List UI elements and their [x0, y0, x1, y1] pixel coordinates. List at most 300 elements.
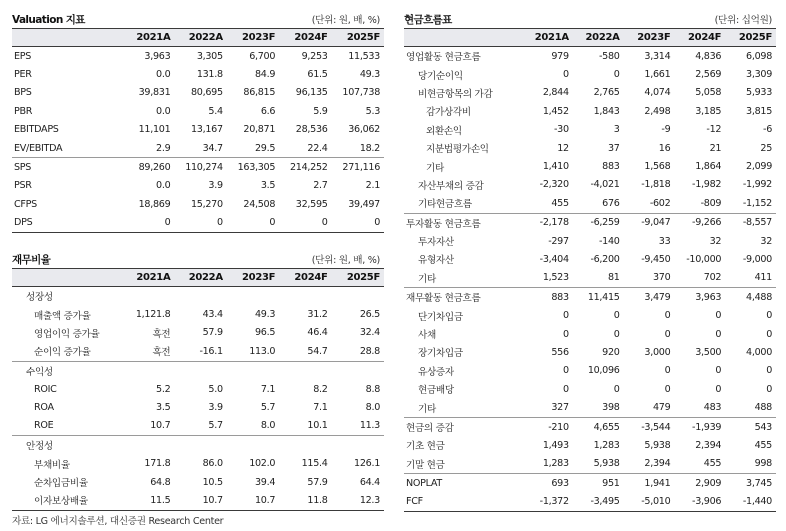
value-cell: 0	[766, 310, 772, 322]
value-cell: 2,099	[746, 161, 772, 173]
row-label: 기타	[418, 403, 436, 415]
value-cell: 15,270	[191, 198, 223, 210]
table-row	[12, 102, 384, 120]
valuation-header-row	[12, 29, 384, 47]
value-cell: 49.3	[255, 309, 276, 321]
value-cell: 3,185	[695, 105, 722, 117]
value-cell: 96.5	[255, 327, 276, 339]
value-cell: 883	[602, 161, 620, 173]
value-cell: 10.5	[202, 476, 223, 488]
value-cell: 1,523	[542, 272, 569, 284]
value-cell: 3,309	[746, 69, 772, 81]
value-cell: 3.5	[260, 180, 276, 192]
table-row	[404, 417, 776, 436]
value-cell: -6,259	[573, 213, 624, 232]
row-label: EV/EBITDA	[14, 142, 63, 154]
table-row	[404, 194, 776, 213]
row-label: 투자자산	[418, 237, 454, 249]
header-year: 2023F	[242, 32, 276, 43]
value-cell: 8.2	[313, 383, 328, 395]
row-label: 기타	[418, 273, 436, 285]
value-cell: 3.9	[208, 402, 223, 414]
row-label: 영업이익 증가율	[34, 328, 100, 340]
row-label: SPS	[12, 158, 122, 177]
value-cell: -1,818	[641, 179, 671, 191]
value-cell: 22.4	[307, 142, 328, 154]
value-cell: 11,533	[348, 50, 380, 62]
value-cell: 998	[754, 458, 772, 470]
table-row	[12, 361, 384, 380]
header-year: 2022A	[585, 32, 620, 43]
value-cell: 32	[760, 235, 772, 247]
value-cell: 13,167	[191, 124, 223, 136]
table-row	[404, 398, 776, 417]
value-cell: 34.7	[202, 142, 223, 154]
table-row	[404, 473, 776, 492]
cashflow-body	[404, 47, 776, 512]
value-cell: 131.8	[196, 69, 223, 81]
value-cell: 1,452	[542, 105, 569, 117]
value-cell: 0.0	[156, 180, 171, 192]
value-cell: 10,096	[587, 365, 620, 377]
value-cell: 327	[551, 402, 569, 414]
value-cell: 5.7	[260, 402, 276, 414]
table-row	[404, 213, 776, 232]
row-label: 비현금항목의 가감	[418, 88, 493, 100]
value-cell: -30	[554, 124, 569, 136]
value-cell: 3,000	[644, 346, 671, 358]
valuation-title: Valuation 지표	[12, 14, 85, 26]
value-cell: -602	[649, 197, 671, 209]
value-cell: 3,815	[746, 105, 772, 117]
table-row	[12, 455, 384, 473]
table-row	[12, 491, 384, 510]
value-cell	[279, 287, 331, 306]
value-cell: 1,843	[593, 105, 620, 117]
ratio-header-row	[12, 269, 384, 287]
header-year: 2025F	[738, 32, 772, 43]
value-cell: 5.0	[208, 383, 223, 395]
table-row	[404, 436, 776, 454]
value-cell: -3,404	[539, 253, 569, 265]
table-row	[12, 139, 384, 158]
value-cell: 37	[607, 142, 620, 154]
row-label: EBITDAPS	[14, 124, 59, 136]
value-cell: 11,415	[573, 288, 624, 307]
valuation-body	[12, 47, 384, 233]
value-cell: 0	[766, 365, 772, 377]
value-cell: 2,569	[695, 69, 722, 81]
row-label: 지분법평가손익	[426, 144, 489, 156]
value-cell: 4,488	[725, 288, 776, 307]
value-cell: -1,152	[742, 197, 772, 209]
value-cell: 5,933	[746, 87, 772, 99]
value-cell: -580	[599, 50, 620, 62]
table-row	[12, 473, 384, 491]
value-cell: 20,871	[243, 124, 276, 136]
value-cell: 39.4	[255, 476, 276, 488]
row-label: 사채	[418, 330, 436, 342]
value-cell: -9	[661, 124, 671, 136]
row-label: 현금의 증감	[404, 417, 522, 436]
row-label: 투자활동 현금흐름	[404, 213, 522, 232]
row-label: FCF	[404, 492, 522, 511]
row-label: 감가상각비	[426, 107, 471, 119]
value-cell: 3,305	[196, 50, 223, 62]
value-cell: -1,440	[725, 492, 776, 511]
value-cell: 10.7	[174, 491, 226, 510]
value-cell: 1,864	[695, 161, 722, 173]
row-label: 단기차입금	[418, 311, 463, 323]
ratio-title: 재무비율	[12, 254, 51, 266]
value-cell: -9,047	[624, 213, 675, 232]
value-cell: 12.3	[332, 491, 384, 510]
cashflow-title: 현금흐름표	[404, 14, 452, 26]
table-row	[404, 65, 776, 83]
cashflow-header	[404, 8, 776, 28]
value-cell: 126.1	[354, 458, 380, 470]
value-cell: 96,135	[295, 87, 328, 99]
value-cell: 2,844	[542, 87, 569, 99]
header-label-cell	[12, 29, 122, 47]
value-cell: 28.8	[359, 345, 380, 357]
table-row	[12, 65, 384, 83]
table-row	[404, 269, 776, 288]
value-cell: -2,178	[522, 213, 573, 232]
table-row	[404, 250, 776, 268]
table-row	[404, 288, 776, 307]
value-cell: 5,058	[695, 87, 722, 99]
value-cell: 1,941	[624, 473, 675, 492]
value-cell: 2.9	[156, 142, 171, 154]
row-label: EPS	[14, 50, 32, 62]
value-cell: 0	[562, 365, 569, 377]
value-cell: 10.7	[227, 491, 279, 510]
table-row	[404, 84, 776, 102]
value-cell: 455	[754, 439, 772, 451]
value-cell: 102.0	[249, 458, 276, 470]
value-cell: 2,909	[674, 473, 725, 492]
value-cell: -3,544	[624, 417, 675, 436]
value-cell: -2,320	[539, 179, 569, 191]
row-label: PSR	[14, 180, 32, 192]
value-cell	[122, 287, 174, 306]
table-row	[404, 380, 776, 398]
table-row	[12, 380, 384, 398]
row-label: 순차입금비율	[34, 478, 88, 490]
value-cell: 33	[658, 235, 671, 247]
value-cell: 455	[551, 197, 569, 209]
value-cell: -140	[599, 235, 620, 247]
value-cell	[332, 287, 384, 306]
header-year: 2022A	[188, 32, 223, 43]
value-cell: 0	[562, 328, 569, 340]
value-cell: -1,982	[692, 179, 722, 191]
row-label: CFPS	[14, 198, 37, 210]
value-cell: 흑전	[152, 328, 171, 340]
value-cell: 0	[715, 328, 722, 340]
value-cell: 0	[715, 383, 722, 395]
header-year: 2024F	[688, 32, 722, 43]
value-cell: 25	[760, 142, 772, 154]
value-cell: 920	[602, 346, 620, 358]
value-cell: 1,121.8	[135, 309, 171, 321]
value-cell: 9,253	[301, 50, 328, 62]
value-cell: 16	[658, 142, 671, 154]
row-label: 안정성	[12, 436, 122, 455]
value-cell: -16.1	[199, 345, 223, 357]
value-cell: 4,000	[746, 346, 772, 358]
row-label: 기타	[426, 162, 444, 174]
table-row	[404, 455, 776, 474]
value-cell	[332, 436, 384, 455]
value-cell	[227, 287, 279, 306]
value-cell: -297	[548, 235, 569, 247]
value-cell: 29.5	[255, 142, 276, 154]
table-row	[12, 436, 384, 455]
value-cell: 0	[664, 310, 671, 322]
table-row	[404, 47, 776, 66]
value-cell: 10.7	[150, 420, 171, 432]
header-year: 2024F	[294, 32, 328, 43]
value-cell: 693	[522, 473, 573, 492]
value-cell: 1,493	[542, 439, 569, 451]
value-cell: 24,508	[243, 198, 276, 210]
value-cell: 0	[613, 383, 620, 395]
value-cell: -1,939	[674, 417, 725, 436]
value-cell: 0	[766, 383, 772, 395]
cashflow-unit: (단위: 십억원)	[714, 15, 772, 26]
value-cell: 0	[227, 214, 279, 233]
value-cell: 0	[613, 328, 620, 340]
value-cell: 32.4	[359, 327, 380, 339]
value-cell: 479	[652, 402, 671, 414]
value-cell: 0	[562, 310, 569, 322]
row-label: 기타현금흐름	[418, 199, 472, 211]
value-cell: 0	[715, 365, 722, 377]
table-row	[12, 177, 384, 195]
row-label: 유형자산	[418, 255, 454, 267]
value-cell	[122, 361, 174, 380]
value-cell	[174, 361, 226, 380]
row-label: 유상증자	[418, 366, 454, 378]
value-cell: 54.7	[307, 345, 328, 357]
value-cell: 6,098	[746, 50, 772, 62]
value-cell: 18.2	[359, 142, 380, 154]
table-row	[12, 417, 384, 436]
cashflow-panel	[404, 8, 776, 512]
row-label: 당기순이익	[418, 70, 463, 82]
row-label: 재무활동 현금흐름	[404, 288, 522, 307]
table-row	[404, 102, 776, 120]
value-cell: 64.4	[359, 476, 380, 488]
row-label: BPS	[14, 87, 32, 99]
row-label: ROE	[34, 420, 54, 432]
value-cell: -6	[763, 124, 772, 136]
value-cell: 0	[766, 328, 772, 340]
table-row	[404, 362, 776, 380]
value-cell: 0	[613, 310, 620, 322]
value-cell: 3.9	[208, 180, 223, 192]
value-cell: 0.0	[156, 69, 171, 81]
value-cell: 0	[279, 214, 331, 233]
table-row	[404, 176, 776, 194]
table-row	[12, 305, 384, 323]
value-cell: 2,765	[593, 87, 620, 99]
value-cell: 64.8	[150, 476, 171, 488]
value-cell: 10.1	[307, 420, 328, 432]
value-cell: 0	[562, 69, 569, 81]
value-cell: -10,000	[686, 253, 722, 265]
value-cell: 0	[174, 214, 226, 233]
source-note: 자료: LG 에너지솔루션, 대신증권 Research Center	[12, 516, 224, 527]
value-cell: 171.8	[144, 458, 171, 470]
header-label-cell	[404, 29, 522, 47]
value-cell: 0	[613, 69, 620, 81]
value-cell: 483	[703, 402, 722, 414]
row-label: 수익성	[12, 361, 122, 380]
value-cell: 4,655	[573, 417, 624, 436]
header-label-cell	[12, 269, 122, 287]
valuation-panel	[12, 8, 384, 233]
row-label: 매출액 증가율	[34, 310, 91, 322]
value-cell: 0.0	[156, 105, 171, 117]
table-row	[12, 121, 384, 139]
header-year: 2025F	[346, 32, 380, 43]
valuation-table	[12, 28, 384, 233]
value-cell: -8,557	[725, 213, 776, 232]
value-cell: 5,938	[593, 458, 620, 470]
value-cell	[279, 436, 331, 455]
header-year: 2025F	[346, 272, 380, 283]
value-cell: 0	[122, 214, 174, 233]
value-cell: 31.2	[307, 309, 328, 321]
value-cell: -9,000	[742, 253, 772, 265]
value-cell: 7.1	[260, 383, 276, 395]
value-cell: 2.7	[313, 180, 328, 192]
value-cell: 1,568	[644, 161, 671, 173]
table-row	[404, 139, 776, 157]
value-cell: 1,283	[542, 458, 569, 470]
value-cell: 57.9	[202, 327, 223, 339]
table-row	[12, 84, 384, 102]
value-cell	[174, 436, 226, 455]
value-cell: 11.8	[279, 491, 331, 510]
table-row	[404, 325, 776, 343]
header-year: 2021A	[136, 272, 171, 283]
table-row	[404, 121, 776, 139]
value-cell: 5.7	[208, 420, 223, 432]
value-cell: 28,536	[295, 124, 328, 136]
header-year: 2023F	[637, 32, 671, 43]
value-cell: 21	[709, 142, 722, 154]
row-label: 순이익 증가율	[34, 347, 91, 359]
value-cell	[227, 361, 279, 380]
value-cell: 411	[754, 272, 772, 284]
value-cell: 39,831	[138, 87, 171, 99]
value-cell: 110,274	[174, 158, 226, 177]
value-cell: 113.0	[249, 345, 276, 357]
header-year: 2022A	[188, 272, 223, 283]
value-cell: 951	[573, 473, 624, 492]
value-cell: 0	[332, 214, 384, 233]
value-cell: 1,661	[644, 69, 671, 81]
value-cell: 107,738	[342, 87, 380, 99]
value-cell: 32,595	[295, 198, 328, 210]
value-cell: 7.1	[313, 402, 328, 414]
header-year: 2023F	[242, 272, 276, 283]
value-cell: -1,372	[522, 492, 573, 511]
value-cell: 86,815	[243, 87, 276, 99]
value-cell: 3,500	[695, 346, 722, 358]
header-year: 2021A	[534, 32, 569, 43]
value-cell: -210	[522, 417, 573, 436]
value-cell: 5.2	[156, 383, 171, 395]
row-label: 현금배당	[418, 385, 454, 397]
row-label: 성장성	[26, 292, 53, 304]
value-cell: 43.4	[202, 309, 223, 321]
value-cell: 80,695	[191, 87, 223, 99]
header-year: 2021A	[136, 32, 171, 43]
value-cell: 676	[602, 197, 620, 209]
value-cell: 0	[664, 365, 671, 377]
value-cell: 4,836	[695, 50, 722, 62]
row-label: DPS	[12, 214, 122, 233]
value-cell: 18,869	[138, 198, 171, 210]
value-cell: 3	[613, 124, 620, 136]
value-cell: -3,906	[674, 492, 725, 511]
value-cell: 11.3	[359, 420, 380, 432]
value-cell: 46.4	[307, 327, 328, 339]
row-label: 영업활동 현금흐름	[406, 52, 481, 64]
value-cell: -9,450	[641, 253, 671, 265]
value-cell: -809	[700, 197, 722, 209]
valuation-header	[12, 8, 384, 28]
value-cell: 11.5	[122, 491, 174, 510]
value-cell: 979	[551, 50, 569, 62]
value-cell: 3,745	[725, 473, 776, 492]
value-cell: 11,101	[138, 124, 171, 136]
value-cell: 115.4	[301, 458, 328, 470]
value-cell: 5.9	[313, 105, 328, 117]
value-cell: 81	[607, 272, 620, 284]
value-cell: 89,260	[122, 158, 174, 177]
cashflow-table	[404, 28, 776, 512]
value-cell: 49.3	[359, 69, 380, 81]
ratio-body	[12, 287, 384, 511]
value-cell: 4,074	[644, 87, 671, 99]
value-cell: 8.0	[260, 420, 276, 432]
value-cell: 57.9	[307, 476, 328, 488]
row-label: PBR	[14, 105, 33, 117]
value-cell: 0	[664, 328, 671, 340]
table-row	[12, 342, 384, 361]
value-cell: 214,252	[279, 158, 331, 177]
row-label: 외환손익	[426, 125, 462, 137]
value-cell: 84.9	[255, 69, 276, 81]
valuation-unit: (단위: 원, 배, %)	[311, 15, 380, 26]
value-cell: 488	[754, 402, 772, 414]
table-row	[404, 343, 776, 361]
value-cell: 6.6	[260, 105, 276, 117]
value-cell: 0	[562, 383, 569, 395]
value-cell: 39,497	[348, 198, 380, 210]
value-cell: 3,963	[674, 288, 725, 307]
value-cell: 3,479	[624, 288, 675, 307]
table-row	[404, 306, 776, 324]
value-cell: 6,700	[249, 50, 276, 62]
table-row	[404, 492, 776, 511]
